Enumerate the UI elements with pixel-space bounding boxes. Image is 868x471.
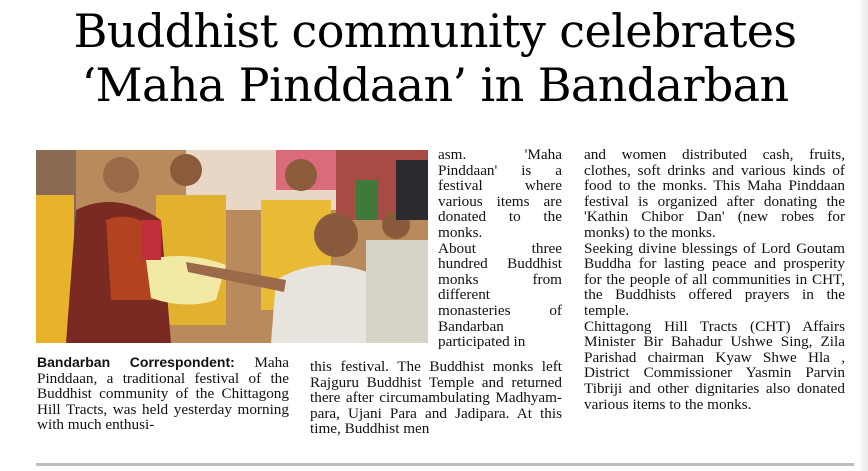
lead-text: Maha Pinddaan, a traditional festival of the Buddhist community of the Chittagong Hill Tracts, was held yesterday morning with much enthusi- — [37, 354, 289, 434]
article-column-1 — [37, 355, 289, 433]
article-column-3 — [584, 147, 845, 412]
paragraph: and women distributed cash, fruits, clothes, soft drinks and various kinds of food to the monks. This Maha Pinddaan festival is organized after donating the 'Kathin Chibor Dan' (new robes for monks) to the monks. — [584, 146, 845, 241]
headline-line-2: ‘Maha Pinddaan’ in Bandarban — [81, 58, 789, 112]
headline-line-1: Buddhist community celebrates — [73, 4, 797, 58]
paragraph: Chittagong Hill Tracts (CHT) Affairs Minister Bir Bahadur Ushwe Sing, Zila Parishad chairman Kyaw Shwe Hla , District Commissioner Yasmin Parvin Tibriji and other dignitaries also donated various items to the monks. — [584, 317, 845, 413]
byline: Bandarban Correspondent: — [37, 354, 235, 370]
photo-illustration — [36, 150, 428, 343]
lead-paragraph — [37, 355, 289, 433]
headline — [12, 4, 858, 112]
bottom-rule — [36, 463, 854, 466]
paragraph: Seeking divine blessings of Lord Goutam Buddha for lasting peace and prosperity for the people of all communities in CHT, the Buddhists offered prayers in the temple. — [584, 239, 845, 319]
paragraph: asm. 'Maha Pinddaan' is a festival where various items are donated to the monks. — [438, 146, 562, 241]
article-column-2-top — [438, 147, 562, 350]
page-edge-shadow — [858, 0, 868, 471]
paragraph: this festival. The Buddhist monks left Rajguru Buddhist Temple and returned there after circumambulating Madhyam-para, Ujani Para and Jadipara. At this time, Buddhist men — [310, 358, 562, 438]
festival-photo — [36, 150, 428, 343]
paragraph: About three hundred Buddhist monks from different monasteries of Bandarban participated in — [438, 239, 562, 351]
article-column-2-bottom — [310, 359, 562, 437]
